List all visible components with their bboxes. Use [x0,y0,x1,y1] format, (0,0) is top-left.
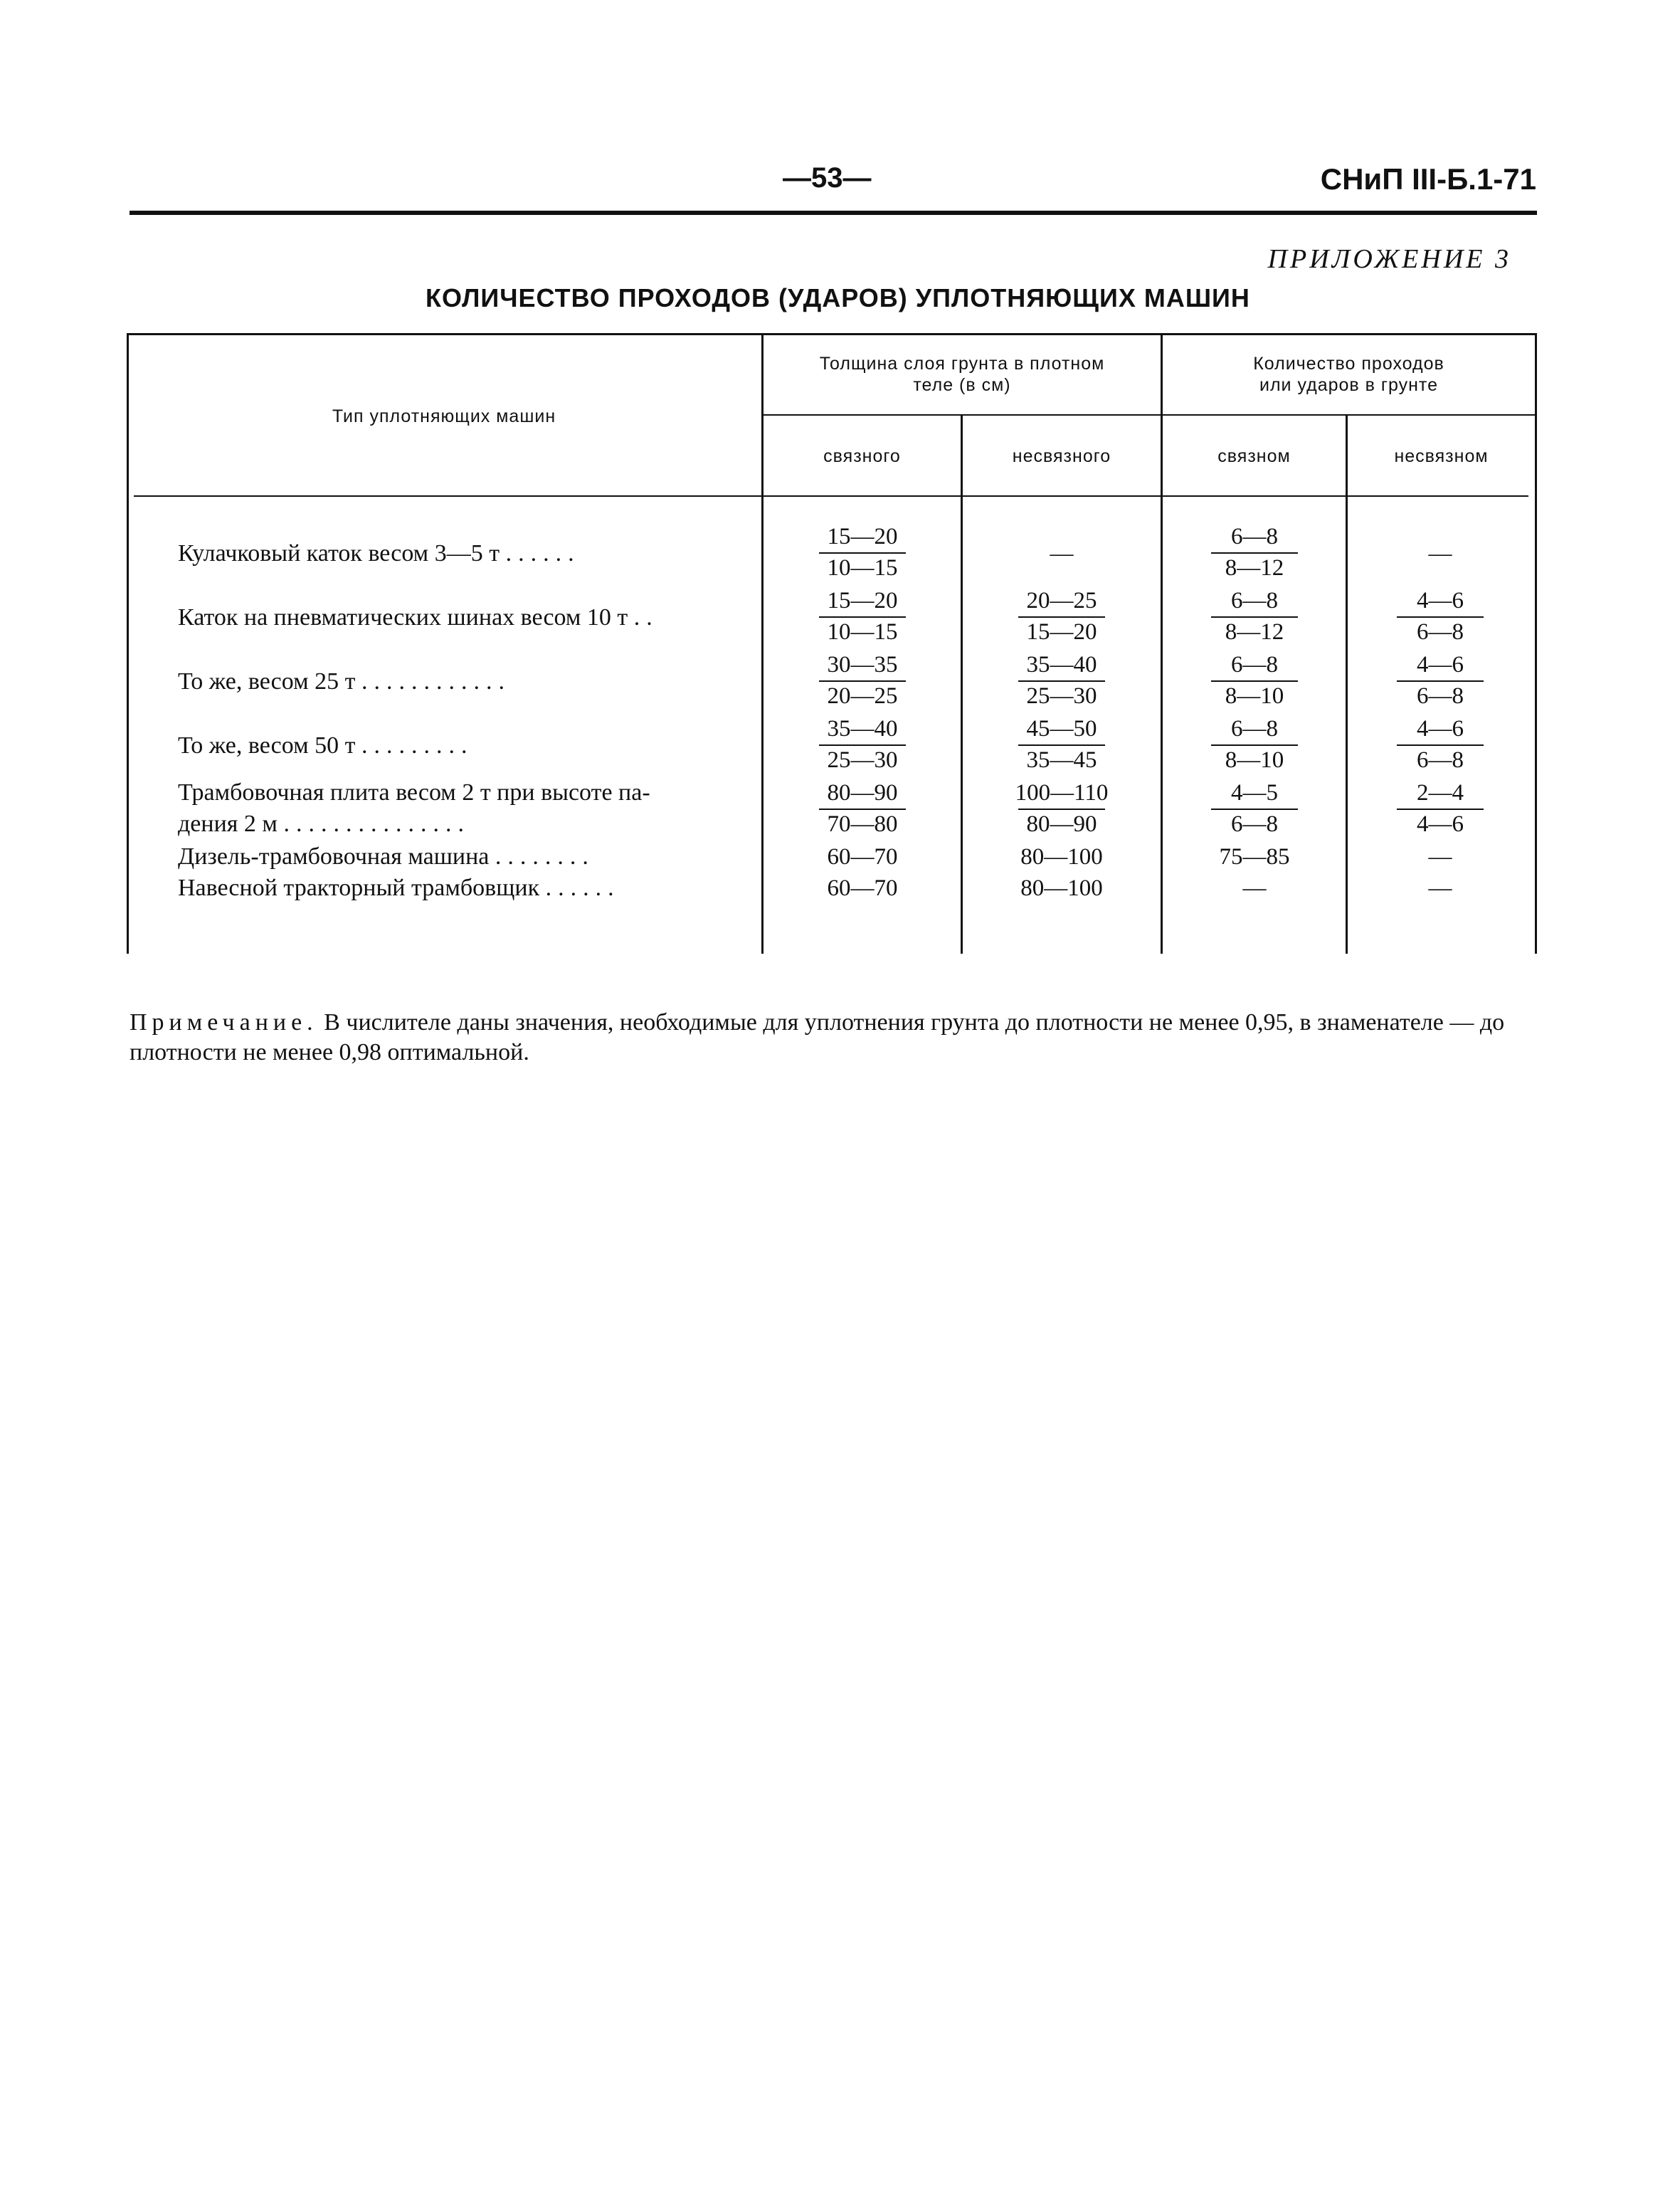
fraction-cell [1369,649,1511,712]
denominator: 20—25 [827,683,898,709]
table-row-label [178,873,754,904]
leader-dots: ........ [495,843,595,870]
denominator: 15—20 [1026,619,1097,645]
row-label-text: Каток на пневматических шинах весом 10 т [178,604,628,631]
header-machine-type: Тип уплотняющих машин [332,406,556,426]
col-divider-3 [1161,333,1163,954]
row-label-text: Трамбовочная плита весом 2 т при высоте па- [178,779,650,806]
numerator: 20—25 [1026,588,1097,614]
fraction-bar [1397,809,1484,810]
leader-dots: ............... [283,811,470,837]
fraction-bar [819,552,906,554]
header-noncohesive: несвязного [1012,446,1111,466]
fraction-cell [791,521,934,584]
header-bottom-rule [134,495,1528,497]
denominator: 35—45 [1026,747,1097,773]
fraction-bar [1211,616,1298,618]
fraction-bar [1018,680,1105,682]
fraction-bar [819,616,906,618]
fraction-cell [791,777,934,840]
fraction-cell [1183,585,1326,648]
table-row-label [178,538,754,569]
header-layer-thickness-line2: теле (в см) [913,375,1011,395]
fraction-cell [1369,713,1511,776]
fraction-cell [1183,713,1326,776]
numerator: 6—8 [1231,588,1278,614]
leader-dots: ......... [361,732,474,759]
table-title: КОЛИЧЕСТВО ПРОХОДОВ (УДАРОВ) УПЛОТНЯЮЩИХ МАШИН [426,283,1250,312]
fraction-bar [1211,552,1298,554]
numerator: 6—8 [1231,524,1278,549]
numerator: 4—6 [1417,652,1464,678]
numerator: 100—110 [1015,780,1109,806]
table-top-rule [127,333,1537,335]
row-label-text: Навесной тракторный трамбовщик [178,875,540,901]
denominator: 4—6 [1417,811,1464,837]
row-label-text: То же, весом 25 т [178,668,356,695]
table-row-label [178,666,754,697]
table-right-rule [1535,333,1537,954]
header-passes-count-line1: Количество проходов [1253,354,1444,374]
fraction-bar [1397,680,1484,682]
header-in-cohesive: связном [1217,446,1291,466]
row-label-text-line2: дения 2 м [178,811,278,837]
table-cell: 80—100 [1020,875,1103,901]
numerator: 4—5 [1231,780,1278,806]
denominator: 8—10 [1225,747,1284,773]
header-passes-count-line2: или ударов в грунте [1259,375,1438,395]
denominator: 10—15 [827,555,898,581]
table-cell: — [1242,875,1267,901]
denominator: 25—30 [1026,683,1097,709]
fraction-cell [990,713,1133,776]
table-cell: 75—85 [1219,844,1290,870]
table-cell: 60—70 [827,844,898,870]
fraction-bar [1018,744,1105,746]
numerator: 6—8 [1231,652,1278,678]
table-row-label [178,602,754,633]
appendix-label: ПРИЛОЖЕНИЕ 3 [1267,244,1511,274]
leader-dots: ...... [505,540,581,567]
compaction-table [127,333,1537,954]
numerator: 15—20 [827,524,898,549]
header-subrule [764,414,1535,416]
row-label-text: Кулачковый каток весом 3—5 т [178,540,500,567]
fraction-cell [1369,585,1511,648]
fraction-bar [1211,680,1298,682]
fraction-cell [990,649,1133,712]
table-cell: — [1050,541,1074,567]
table-cell: 80—100 [1020,844,1103,870]
fraction-bar [1397,616,1484,618]
numerator: 45—50 [1026,716,1097,742]
numerator: 35—40 [827,716,898,742]
fraction-cell [791,585,934,648]
fraction-cell [791,713,934,776]
numerator: 80—90 [827,780,898,806]
table-row-label [178,730,754,762]
header-passes-count [1163,353,1535,396]
fraction-bar [819,680,906,682]
denominator: 6—8 [1417,683,1464,709]
header-cohesive: связного [823,446,901,466]
page-number: —53— [783,162,872,194]
note-lead: Примечание. [130,1009,318,1036]
fraction-bar [819,809,906,810]
denominator: 10—15 [827,619,898,645]
numerator: 30—35 [827,652,898,678]
fraction-cell [990,777,1133,840]
table-row-label [178,777,754,840]
leader-dots: .. [633,604,659,631]
fraction-bar [819,744,906,746]
fraction-cell [1183,521,1326,584]
fraction-cell [1183,649,1326,712]
header-layer-thickness-line1: Толщина слоя грунта в плотном [819,354,1105,374]
numerator: 4—6 [1417,588,1464,614]
numerator: 4—6 [1417,716,1464,742]
denominator: 8—12 [1225,619,1284,645]
fraction-cell [1183,777,1326,840]
table-cell: — [1428,875,1452,901]
denominator: 6—8 [1417,747,1464,773]
fraction-cell [1369,777,1511,840]
fraction-cell [791,649,934,712]
fraction-bar [1397,744,1484,746]
numerator: 2—4 [1417,780,1464,806]
note-text: В числителе даны значения, необходимые для уплотнения грунта до плотности не менее 0,95, в знаменателе — до плотности не менее 0,98 оптимальной. [130,1009,1505,1065]
fraction-bar [1018,809,1105,810]
col-divider-1 [761,333,764,954]
fraction-cell [990,585,1133,648]
denominator: 25—30 [827,747,898,773]
fraction-bar [1211,744,1298,746]
header-in-noncohesive: несвязном [1394,446,1489,466]
fraction-bar [1211,809,1298,810]
numerator: 6—8 [1231,716,1278,742]
table-row-label [178,841,754,873]
denominator: 8—10 [1225,683,1284,709]
leader-dots: ............ [361,668,511,695]
document-code: СНиП III-Б.1-71 [1320,162,1536,196]
table-cell: — [1428,844,1452,870]
table-cell: 60—70 [827,875,898,901]
denominator: 8—12 [1225,555,1284,581]
denominator: 80—90 [1026,811,1097,837]
header-layer-thickness [764,353,1161,396]
table-cell: — [1428,541,1452,567]
row-label-text: Дизель-трамбовочная машина [178,843,490,870]
header-rule [130,211,1537,215]
denominator: 6—8 [1231,811,1278,837]
fraction-bar [1018,616,1105,618]
table-note [130,1008,1538,1068]
leader-dots: ...... [545,875,620,901]
row-label-text: То же, весом 50 т [178,732,356,759]
denominator: 70—80 [827,811,898,837]
numerator: 35—40 [1026,652,1097,678]
numerator: 15—20 [827,588,898,614]
denominator: 6—8 [1417,619,1464,645]
